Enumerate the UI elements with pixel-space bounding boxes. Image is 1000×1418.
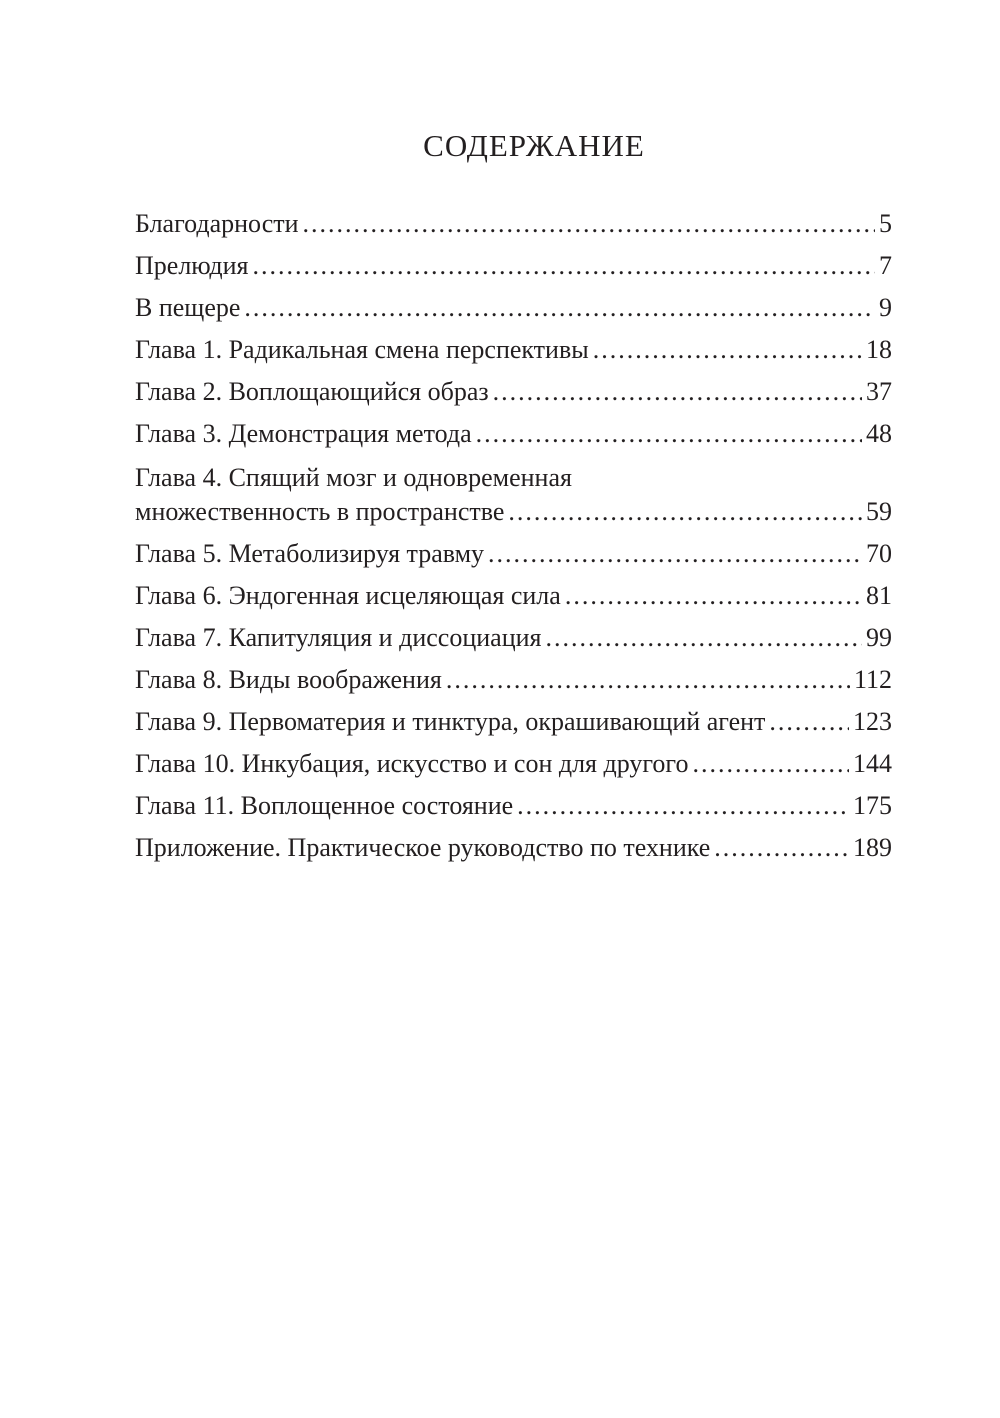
toc-entry-chapter-8[interactable] xyxy=(135,659,892,701)
dot-leader xyxy=(593,329,862,371)
toc-entry-appendix[interactable] xyxy=(135,827,892,869)
toc-entry-chapter-6[interactable] xyxy=(135,575,892,617)
toc-entry-title: В пещере xyxy=(135,293,241,322)
toc-entry-chapter-9[interactable] xyxy=(135,701,892,743)
toc-entry-page: 189 xyxy=(853,833,892,862)
toc-entry-chapter-1[interactable] xyxy=(135,329,892,371)
toc-entry-page: 112 xyxy=(853,665,892,694)
toc-entry-title: Глава 5. Метаболизируя травму xyxy=(135,539,485,568)
toc-entry-chapter-11[interactable] xyxy=(135,785,892,827)
dot-leader xyxy=(769,701,849,743)
toc-entry-page: 18 xyxy=(866,335,892,364)
toc-entry-title: Глава 1. Радикальная смена перспективы xyxy=(135,335,589,364)
toc-entry-page: 59 xyxy=(866,497,892,526)
toc-entry-title: Приложение. Практическое руководство по технике xyxy=(135,833,711,862)
dot-leader xyxy=(714,827,849,869)
toc-entry-title: Глава 11. Воплощенное состояние xyxy=(135,791,514,820)
toc-entry-page: 144 xyxy=(853,749,892,778)
dot-leader xyxy=(446,659,850,701)
dot-leader xyxy=(303,203,875,245)
toc-entry-acknowledgements[interactable] xyxy=(135,203,892,245)
toc-entry-chapter-10[interactable] xyxy=(135,743,892,785)
toc-entry-page: 99 xyxy=(866,623,892,652)
toc-entry-title: Глава 7. Капитуляция и диссоциация xyxy=(135,623,542,652)
toc-entry-page: 123 xyxy=(853,707,892,736)
dot-leader xyxy=(508,491,862,533)
dot-leader xyxy=(545,617,862,659)
dot-leader xyxy=(565,575,862,617)
toc-entry-chapter-3[interactable] xyxy=(135,413,892,455)
dot-leader xyxy=(517,785,849,827)
toc-entry-title-line-2: множественность в пространстве xyxy=(135,497,505,526)
toc-entry-prelude[interactable] xyxy=(135,245,892,287)
dot-leader xyxy=(253,245,876,287)
toc-entry-page: 7 xyxy=(879,251,892,280)
toc-entry-page: 5 xyxy=(879,209,892,238)
toc-entry-title: Глава 9. Первоматерия и тинктура, окрашивающий агент xyxy=(135,707,766,736)
toc-entry-title: Глава 2. Воплощающийся образ xyxy=(135,377,489,406)
page-title: СОДЕРЖАНИЕ xyxy=(423,128,645,163)
toc-entry-title: Благодарности xyxy=(135,209,299,238)
dot-leader xyxy=(476,413,862,455)
dot-leader xyxy=(493,371,862,413)
toc-entry-title: Глава 8. Виды воображения xyxy=(135,665,442,694)
toc-entry-chapter-5[interactable] xyxy=(135,533,892,575)
toc-entry-page: 70 xyxy=(866,539,892,568)
toc-entry-title: Глава 6. Эндогенная исцеляющая сила xyxy=(135,581,561,610)
toc-entry-title: Прелюдия xyxy=(135,251,249,280)
toc-entry-page: 81 xyxy=(866,581,892,610)
toc-entry-page: 48 xyxy=(866,419,892,448)
toc-entry-title: Глава 10. Инкубация, искусство и сон для другого xyxy=(135,749,689,778)
dot-leader xyxy=(488,533,862,575)
toc-entry-chapter-4[interactable] xyxy=(135,455,892,533)
dot-leader xyxy=(244,287,875,329)
toc-entry-chapter-7[interactable] xyxy=(135,617,892,659)
toc-entry-chapter-2[interactable] xyxy=(135,371,892,413)
toc-entry-title: Глава 3. Демонстрация метода xyxy=(135,419,472,448)
toc-entry-page: 37 xyxy=(866,377,892,406)
toc-entry-in-the-cave[interactable] xyxy=(135,287,892,329)
table-of-contents xyxy=(135,203,892,869)
toc-entry-title-line-1: Глава 4. Спящий мозг и одновременная xyxy=(135,463,572,492)
toc-entry-page: 9 xyxy=(879,293,892,322)
dot-leader xyxy=(692,743,849,785)
toc-entry-page: 175 xyxy=(853,791,892,820)
